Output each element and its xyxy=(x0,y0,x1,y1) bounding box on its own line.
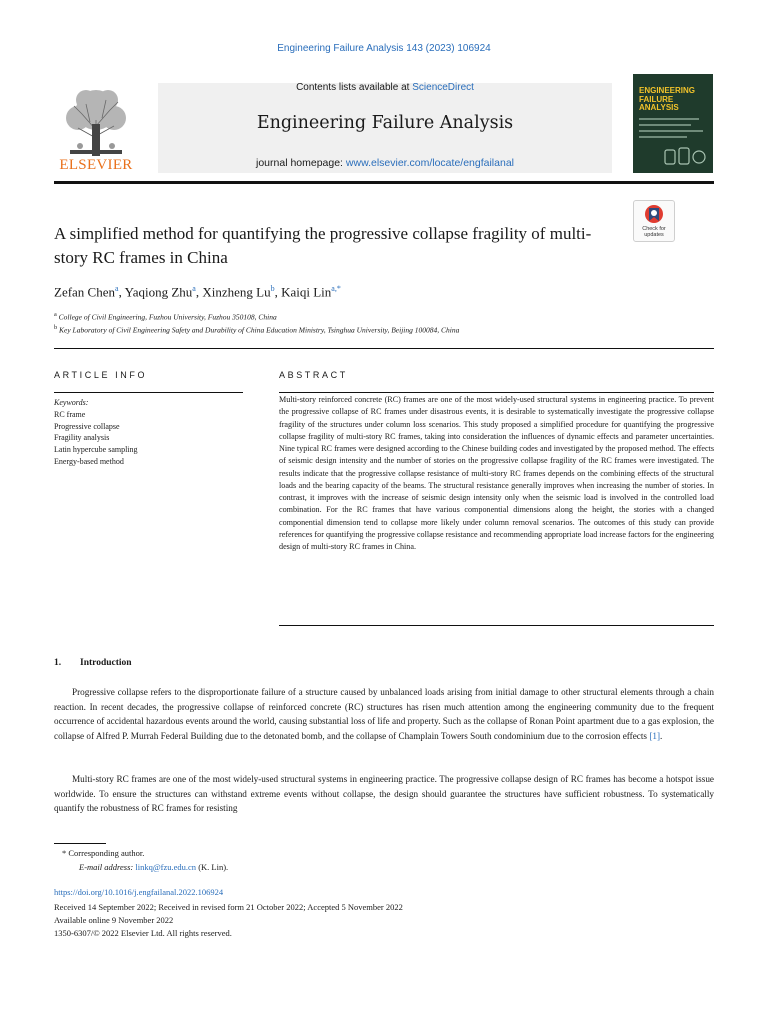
journal-cover[interactable] xyxy=(633,74,713,173)
author-affiliation-mark[interactable]: b xyxy=(270,284,275,293)
cover-decoration xyxy=(639,118,699,120)
contents-prefix: Contents lists available at xyxy=(296,82,413,93)
sciencedirect-link[interactable]: ScienceDirect xyxy=(412,82,474,93)
journal-title: Engineering Failure Analysis xyxy=(256,113,514,133)
abstract-end-rule xyxy=(279,625,714,626)
article-info-rule xyxy=(54,392,243,393)
author-name: Yaqiong Zhu xyxy=(124,284,193,300)
reference-link[interactable]: [1] xyxy=(649,730,661,741)
email-suffix: (K. Lin). xyxy=(196,862,229,872)
author-name: Zefan Chen xyxy=(54,284,116,300)
keyword: Fragility analysis xyxy=(54,433,110,443)
keyword: Energy-based method xyxy=(54,456,124,466)
keyword: RC frame xyxy=(54,409,86,419)
cover-decoration xyxy=(639,124,691,126)
affiliation-text: Key Laboratory of Civil Engineering Safety and Durability of China Education Ministry, Tsinghua University, Beijing 100084, China xyxy=(59,325,460,335)
keywords-list xyxy=(54,397,244,468)
section-heading-introduction xyxy=(54,658,132,668)
abstract-rule xyxy=(279,392,714,393)
keywords-label: Keywords: xyxy=(54,398,89,407)
email-link[interactable]: linkq@fzu.edu.cn xyxy=(135,862,197,872)
affiliation xyxy=(54,324,714,335)
elsevier-wordmark: ELSEVIER xyxy=(59,157,133,173)
author-list xyxy=(54,284,614,300)
available-online-date: Available online 9 November 2022 xyxy=(54,915,174,925)
keyword: Latin hypercube sampling xyxy=(54,445,138,455)
section-rule xyxy=(54,348,714,349)
header-rule xyxy=(54,181,714,184)
section-number: 1. xyxy=(54,658,62,668)
article-title: A simplified method for quantifying the progressive collapse fragility of multi-story RC frames in China xyxy=(54,224,592,267)
affiliation-mark: a xyxy=(54,311,57,318)
cover-title xyxy=(639,87,695,113)
email-note xyxy=(79,862,739,872)
body-paragraph: Multi-story RC frames are one of the most widely-used structural systems in engineering practice. The progressive collapse design of RC frames has become a hotspot issue worldwide. To ensure the structures can withstand extreme events without collapse, the design should guarantee the structures have sufficient robustness. To systematically quantify the robustness of RC frames for resisting xyxy=(54,774,714,814)
author-separator: , xyxy=(118,284,125,300)
author-separator: , xyxy=(274,284,282,300)
author-affiliation-mark[interactable]: a xyxy=(115,284,119,293)
abstract-heading: ABSTRACT xyxy=(279,370,348,380)
author-affiliation-mark[interactable]: a xyxy=(192,284,196,293)
homepage-line xyxy=(158,157,612,169)
cover-title-line-2: FAILURE xyxy=(639,94,674,104)
doi-link[interactable]: https://doi.org/10.1016/j.engfailanal.2022.106924 xyxy=(54,887,224,897)
abstract-text: Multi-story reinforced concrete (RC) frames are one of the most widely-used structural systems in engineering practice. To prevent the progressive collapse of RC frames under disastrous events, it is desirable to systematically investigate the progressive collapse fragility of the structures under column loss scenarios. This study proposed a simplified procedure for quantifying the progressive collapse fragility of multi-story RC frames, taking into consideration the influences of dynamic effects and parameter uncertainties. Nine typical RC frames were designed according to the Chinese building codes and investigated by the proposed method. The effects of seismic design intensity and the number of stories on the progressive collapse fragility of the RC frames were investigated. The results indicate that the progressive collapse resistance of multi-story RC frames depends on the combining effects of the structural loads and the bearing capacity of the beams. The structural resistance generally improves when increasing the number of stories. In contrast, it improves with the increase of seismic design intensity only when the seismic load is involved in the controlled load combination. For the RC frames that have various componential dimensions along the height, the stories with a changed componential dimension tend to collapse more likely under column removal scenarios. The outcomes of this study can provide references for quantifying the progressive collapse resistance and recommending appropriate load increase factors for the engineering design of multi-story RC frames in China. xyxy=(279,395,714,551)
cover-decoration xyxy=(639,130,703,132)
affiliation-mark: b xyxy=(54,324,58,331)
contents-line xyxy=(158,82,612,93)
received-dates: Received 14 September 2022; Received in revised form 21 October 2022; Accepted 5 November 2022 xyxy=(54,902,403,912)
check-for-updates-badge[interactable] xyxy=(633,200,675,242)
corresponding-author-note: * Corresponding author. xyxy=(62,848,145,858)
crossmark-icon xyxy=(644,204,664,225)
author-name: Xinzheng Lu xyxy=(202,284,271,300)
cover-graphic-icon xyxy=(663,144,707,168)
footnote-rule xyxy=(54,843,106,844)
check-updates-line-1: Check for xyxy=(642,226,666,232)
cover-title-line-3: ANALYSIS xyxy=(639,103,679,112)
cover-title-line-1: ENGINEERING xyxy=(639,86,696,95)
author-name: Kaiqi Lin xyxy=(281,284,332,300)
affiliation-text: College of Civil Engineering, Fuzhou University, Fuzhou 350108, China xyxy=(58,312,277,322)
keyword: Progressive collapse xyxy=(54,421,120,431)
homepage-prefix: journal homepage: xyxy=(256,157,346,169)
paragraph-text: Progressive collapse refers to the disproportionate failure of a structure caused by unbalanced loads arising from initial damage to other structural elements through a chain reaction. In recent decades, the progressive collapse of reinforced concrete (RC) structures has risen much attention among the engineering community due to the frequent occurrence of accidental hazardous events around the world, causing substantial loss of life and property. Such as the collapse of Ronan Point apartment due to a gas explosion, the collapse of Alfred P. Murrah Federal Building due to the detonated bomb, and the collapse of Champlain Towers South condominium due to the corrosion effects xyxy=(54,687,714,741)
author-separator: , xyxy=(195,284,203,300)
journal-homepage-link[interactable]: www.elsevier.com/locate/engfailanal xyxy=(345,157,514,169)
copyright-line: 1350-6307/© 2022 Elsevier Ltd. All rights reserved. xyxy=(54,928,232,938)
journal-citation[interactable]: Engineering Failure Analysis 143 (2023) 106924 xyxy=(277,43,491,54)
section-title: Introduction xyxy=(80,658,132,668)
author-affiliation-mark[interactable]: a,* xyxy=(331,284,341,293)
check-updates-line-2: updates xyxy=(644,232,664,238)
body-paragraph xyxy=(54,685,714,743)
check-for-updates-label xyxy=(634,226,674,238)
email-label: E-mail address: xyxy=(79,862,134,872)
paragraph-end: . xyxy=(660,730,663,741)
cover-decoration xyxy=(639,136,687,138)
article-info-heading: ARTICLE INFO xyxy=(54,370,148,380)
affiliation xyxy=(54,311,714,322)
